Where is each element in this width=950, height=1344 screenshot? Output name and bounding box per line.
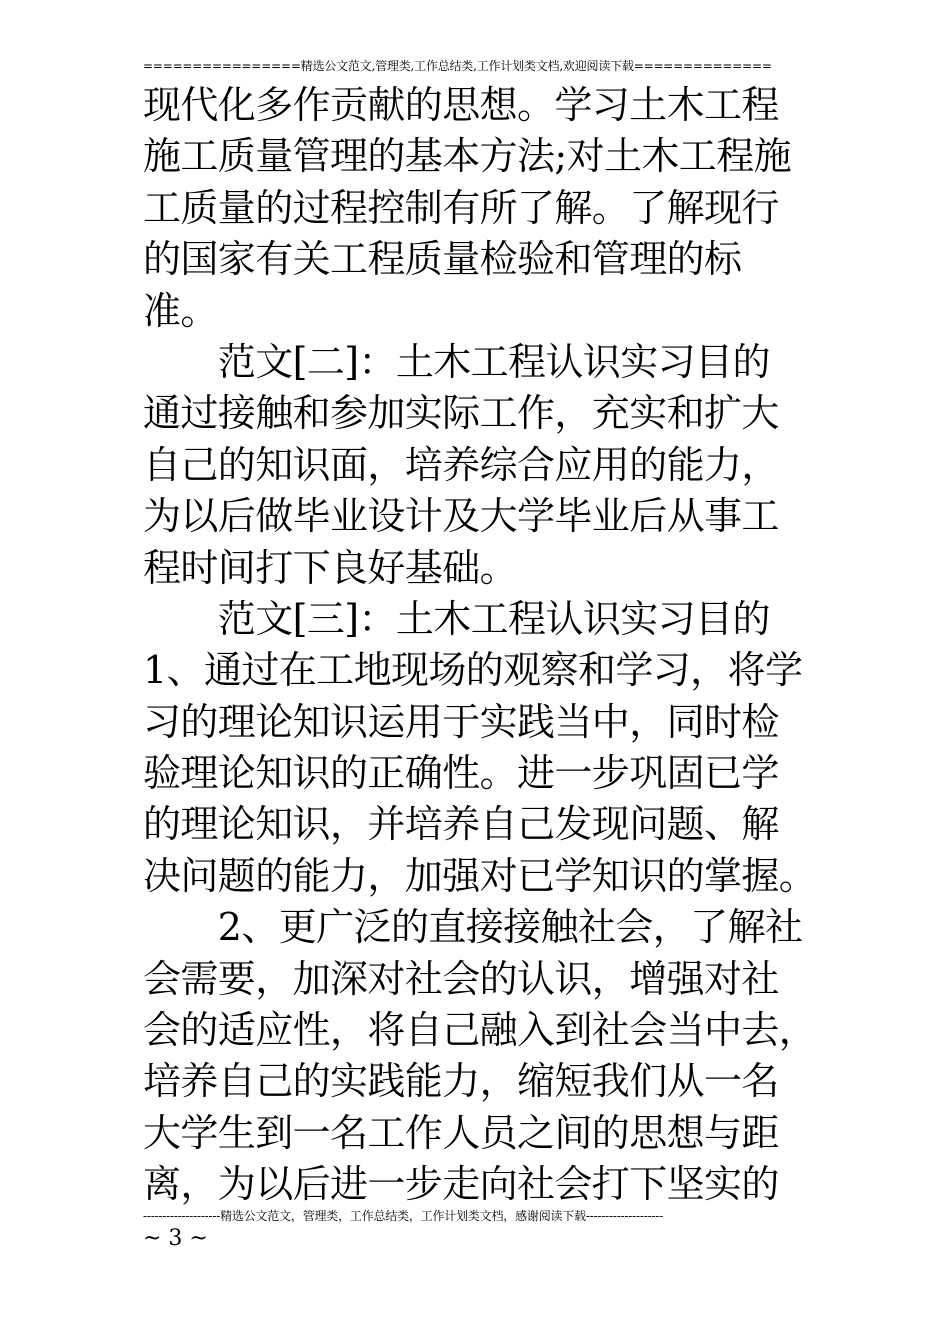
document-body — [143, 80, 823, 1211]
page-number: ~ 3 ~ — [143, 1226, 208, 1251]
text-line: 培养自己的实践能力，缩短我们从一名 — [143, 1059, 779, 1104]
text-line: 会需要，加深对社会的认识，增强对社 — [143, 956, 779, 1001]
section-heading-line: 范文[三]：土木工程认识实习目的 — [143, 596, 770, 641]
text-line: 的理论知识，并培养自己发现问题、解 — [143, 802, 779, 847]
text-line: 为以后做毕业设计及大学毕业后从事工 — [143, 494, 779, 539]
section-heading-line: 范文[二]：土木工程认识实习目的 — [143, 339, 770, 384]
text-line: 现代化多作贡献的思想。学习土木工程 — [143, 83, 779, 127]
page-footer: --------------------精选公文范文，管理类，工作总结类，工作计划类文档，感谢阅读下载-------------------- — [143, 1209, 663, 1223]
text-line: 通过接触和参加实际工作，充实和扩大 — [143, 391, 779, 436]
text-line: 准。 — [143, 288, 218, 333]
text-line: 决问题的能力，加强对已学知识的掌握。 — [143, 853, 817, 898]
text-line: 离，为以后进一步走向社会打下坚实的 — [143, 1162, 779, 1207]
text-line: 自己的知识面，培养综合应用的能力， — [143, 442, 779, 487]
text-line: 施工质量管理的基本方法;对土木工程施 — [143, 134, 792, 179]
text-line: 2、更广泛的直接接触社会，了解社 — [143, 905, 803, 950]
text-line: 的国家有关工程质量检验和管理的标 — [143, 237, 742, 282]
page-header: ================精选公文范文,管理类,工作总结类,工作计划类文档,欢迎阅读下载============== — [143, 59, 772, 73]
text-line: 大学生到一名工作人员之间的思想与距 — [143, 1110, 779, 1155]
text-line: 会的适应性，将自己融入到社会当中去， — [143, 1008, 817, 1053]
text-line: 工质量的过程控制有所了解。了解现行 — [143, 185, 779, 230]
text-line: 1、通过在工地现场的观察和学习，将学 — [143, 648, 803, 693]
text-line: 程时间打下良好基础。 — [143, 545, 518, 590]
text-line: 习的理论知识运用于实践当中，同时检 — [143, 699, 779, 744]
text-line: 验理论知识的正确性。进一步巩固已学 — [143, 751, 779, 796]
